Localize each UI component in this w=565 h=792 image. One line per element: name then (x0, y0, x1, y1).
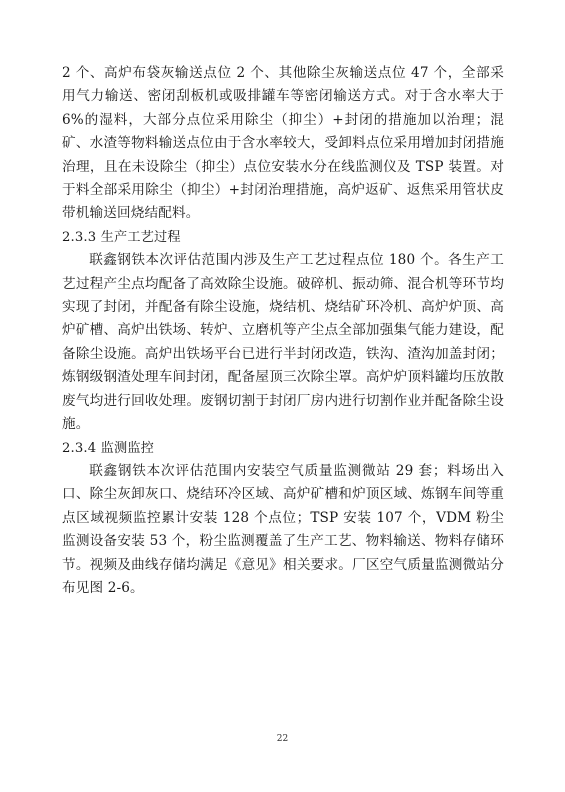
document-page (62, 62, 504, 600)
section-heading-monitoring: 2.3.4 监测监控 (62, 440, 154, 456)
monitoring-paragraph: 联鑫钢铁本次评估范围内安装空气质量监测微站 29 套；料场出入口、除尘灰卸灰口、烧结环冷区域、高炉矿槽和炉顶区域、炼钢车间等重点区域视频监控累计安装 128 个点位；TSP 安装 107 个，VDM 粉尘监测设备安装 53 个，粉尘监测覆盖了生产工艺、物料输送、物料存储环节。视频及曲线存储均满足《意见》相关要求。厂区空气质量监测微站分布见图 2-6。 (62, 462, 504, 596)
page-number: 22 (276, 734, 289, 744)
section-heading-process: 2.3.3 生产工艺过程 (62, 229, 181, 245)
intro-paragraph: 2 个、高炉布袋灰输送点位 2 个、其他除尘灰输送点位 47 个，全部采用气力输送、密闭刮板机或吸排罐车等密闭输送方式。对于含水率大于 6%的湿料，大部分点位采用除尘（抑尘）+封闭的措施加以治理；混矿、水渣等物料输送点位由于含水率较大，受卸料点位采用增加封闭措施治理，且在未设除尘（抑尘）点位安装水分在线监测仪及 TSP 装置。对于料全部采用除尘（抑尘）+封闭治理措施，高炉返矿、返焦采用管状皮带机输送回烧结配料。 (62, 65, 504, 222)
process-paragraph: 联鑫钢铁本次评估范围内涉及生产工艺过程点位 180 个。各生产工艺过程产尘点均配备了高效除尘设施。破碎机、振动筛、混合机等环节均实现了封闭，并配备有除尘设施，烧结机、烧结矿环冷机、高炉炉顶、高炉矿槽、高炉出铁场、转炉、立磨机等产尘点全部加强集气能力建设，配备除尘设施。高炉出铁场平台已进行半封闭改造，铁沟、渣沟加盖封闭；炼钢级钢渣处理车间封闭，配备屋顶三次除尘罩。高炉炉顶料罐均压放散废气均进行回收处理。废钢切割于封闭厂房内进行切割作业并配备除尘设施。 (62, 252, 504, 433)
